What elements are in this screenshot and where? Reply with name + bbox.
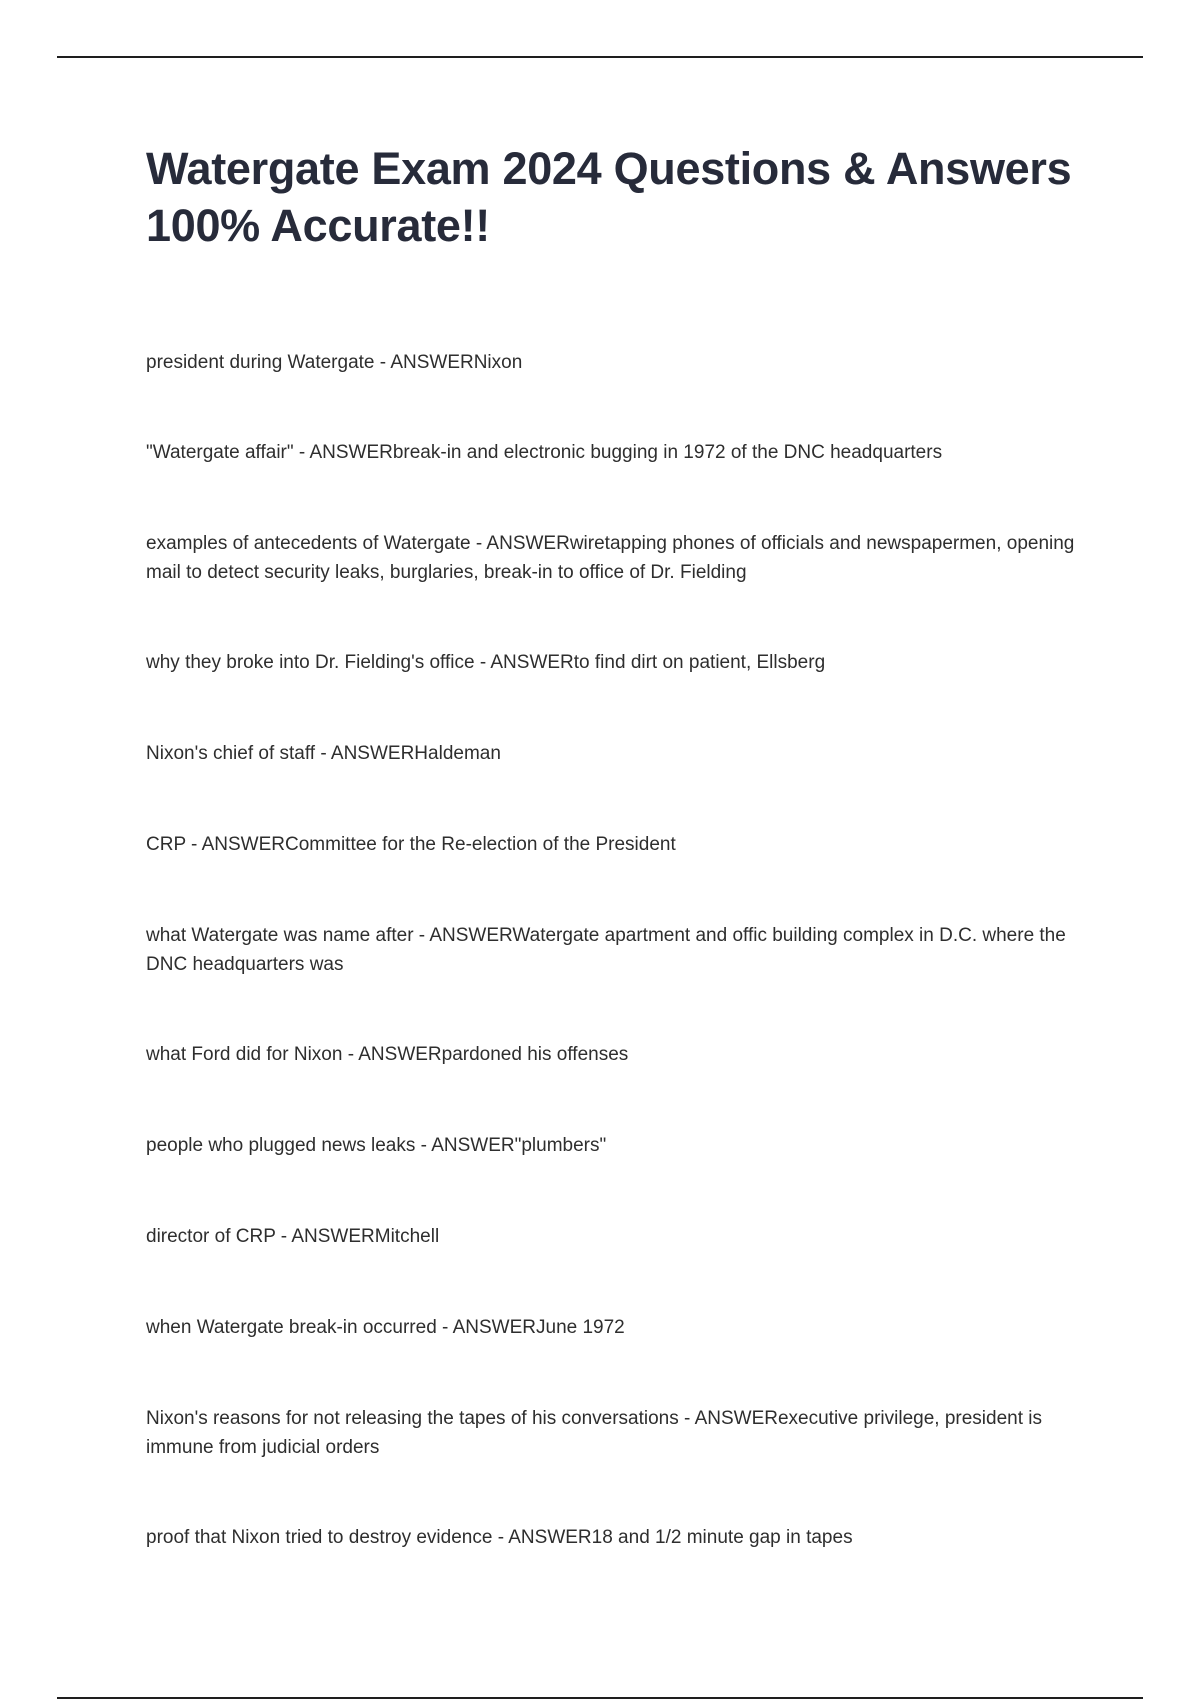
qa-item: "Watergate affair" - ANSWERbreak-in and electronic bugging in 1972 of the DNC headquarters: [146, 442, 943, 463]
qa-item: CRP - ANSWERCommittee for the Re-election of the President: [146, 834, 676, 855]
qa-item: people who plugged news leaks - ANSWER"plumbers": [146, 1135, 607, 1156]
qa-item: president during Watergate - ANSWERNixon: [146, 352, 523, 373]
qa-item: when Watergate break-in occurred - ANSWERJune 1972: [146, 1317, 625, 1338]
page-title: Watergate Exam 2024 Questions & Answers 100% Accurate!!: [146, 143, 1072, 251]
qa-item: why they broke into Dr. Fielding's office - ANSWERto find dirt on patient, Ellsberg: [146, 652, 826, 673]
qa-item: Nixon's chief of staff - ANSWERHaldeman: [146, 743, 501, 764]
qa-item: what Watergate was name after - ANSWERWatergate apartment and offic building complex in D.C. where the DNC headquarters was: [146, 925, 1066, 975]
qa-item: director of CRP - ANSWERMitchell: [146, 1226, 440, 1247]
qa-item: what Ford did for Nixon - ANSWERpardoned his offenses: [146, 1044, 629, 1065]
qa-item: proof that Nixon tried to destroy evidence - ANSWER18 and 1/2 minute gap in tapes: [146, 1527, 853, 1548]
qa-item: examples of antecedents of Watergate - ANSWERwiretapping phones of officials and newspapermen, opening mail to detect security leaks, burglaries, break-in to office of Dr. Fielding: [146, 533, 1075, 583]
document-page: [146, 140, 1086, 1548]
qa-item: Nixon's reasons for not releasing the tapes of his conversations - ANSWERexecutive privilege, president is immune from judicial orders: [146, 1408, 1043, 1458]
top-divider: [57, 56, 1143, 58]
bottom-divider: [57, 1697, 1143, 1699]
